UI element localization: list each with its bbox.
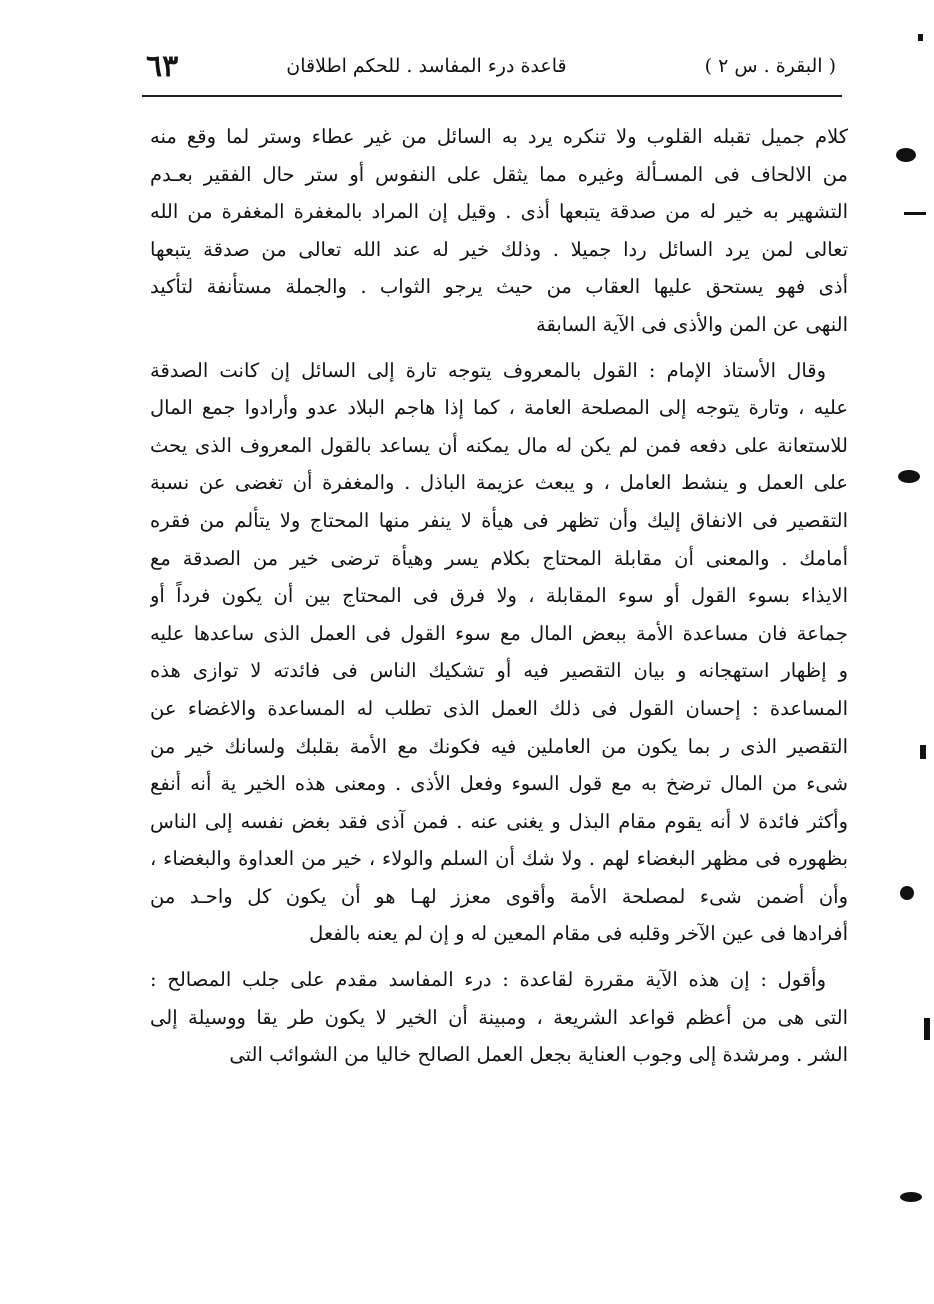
paragraph-2 — [150, 352, 848, 954]
scan-speck — [904, 212, 926, 215]
paragraph-3 — [150, 961, 848, 1074]
scan-speck — [896, 148, 916, 162]
scan-speck — [900, 886, 914, 900]
text-line: على العمل و ينشط العامل ، و يبعث عزيمة الباذل . والمغفرة أن تغضى عن نسبة — [150, 471, 848, 495]
text-line: تعالى لمن يرد السائل ردا جميلا . وذلك خير له عند الله تعالى من صدقة يتبعها — [150, 237, 848, 261]
text-line: التشهير به خير له من صدقة يتبعها أذى . وقيل إن المراد بالمغفرة المغفرة من الله — [150, 200, 848, 224]
text-line: شىء من المال ترضخ به مع قول السوء وفعل الأذى . ومعنى هذه الخير ية أنه أنفع — [150, 772, 848, 796]
page-number: ٦٣ — [146, 48, 179, 84]
body-text — [150, 118, 848, 1074]
text-line: وأقول : إن هذه الآية مقررة لقاعدة : درء المفاسد مقدم على جلب المصالح : — [150, 968, 826, 992]
text-line: التقصير الذى ر بما يكون من العاملين فيه فكونك مع الأمة بقلبك ولسانك خير من — [150, 734, 848, 758]
running-header — [146, 40, 836, 92]
scan-speck — [900, 1192, 922, 1202]
text-line: التى هى من أعظم قواعد الشريعة ، ومبينة أن الخير لا يكون طر يقا ووسيلة إلى — [150, 1005, 848, 1029]
text-line: وقال الأستاذ الإمام : القول بالمعروف يتوجه تارة إلى السائل إن كانت الصدقة — [150, 358, 826, 382]
text-line: أفرادها فى عين الآخر وقلبه فى مقام المعين له و إن لم يعنه بالفعل — [309, 922, 848, 946]
text-line: جماعة فان مساعدة الأمة ببعض المال مع سوء القول فى العمل الذى ساعدها عليه — [150, 621, 848, 645]
scan-speck — [898, 470, 920, 483]
paragraph-1 — [150, 118, 848, 344]
text-line: وأكثر فائدة لا أنه يقوم مقام البذل و يغنى عنه . فمن آذى فقد بغض نفسه إلى الناس — [150, 809, 848, 833]
text-line: أذى فهو يستحق عليها العقاب من حيث يرجو الثواب . والجملة مستأنفة لتأكيد — [150, 275, 848, 299]
text-line: أمامك . والمعنى أن مقابلة المحتاج بكلام يسر وهيأة ترضى خير من الصدقة مع — [150, 546, 848, 570]
text-line: الايذاء بسوء القول أو سوء المقابلة ، ولا فرق فى المحتاج بين أن يكون فرداً أو — [150, 584, 848, 608]
surah-reference: ( البقرة . س ٢ ) — [704, 55, 836, 77]
running-title: قاعدة درء المفاسد . للحكم اطلاقان — [286, 55, 567, 77]
scan-speck — [920, 745, 926, 759]
text-line: الشر . ومرشدة إلى وجوب العناية بجعل العمل الصالح خاليا من الشوائب التى — [229, 1043, 848, 1067]
text-line: من الالحاف فى المسـألة وغيره مما يثقل على النفوس أو ستر حال الفقير بعـدم — [150, 162, 848, 186]
text-line: المساعدة : إحسان القول فى ذلك العمل الذى تطلب له المساعدة والاغضاء عن — [150, 696, 848, 720]
text-line: بظهوره فى مظهر البغضاء لهم . ولا شك أن السلم والولاء ، خير من العداوة والبغضاء ، — [150, 847, 848, 871]
header-rule — [142, 95, 842, 97]
text-line: للاستعانة على دفعه فمن لم يكن له مال يمكنه أن يساعد بالقول المعروف الذى يحث — [150, 433, 848, 457]
text-line: وأن أضمن شىء لمصلحة الأمة وأقوى معزز لهـا هو أن يكون كل واحـد من — [150, 884, 848, 908]
text-line: كلام جميل تقبله القلوب ولا تنكره يرد به السائل من غير عطاء وستر لما وقع منه — [150, 125, 848, 148]
text-line: و إظهار استهجانه و بيان التقصير فيه أو تشكيك الناس فى فائدته لا توازى هذه — [150, 659, 848, 683]
scan-speck — [918, 34, 923, 41]
scan-speck — [924, 1018, 930, 1040]
text-line: عليه ، وتارة يتوجه إلى المصلحة العامة ، كما إذا هاجم البلاد عدو وأرادوا جمع المال — [150, 396, 848, 420]
text-line: النهى عن المن والأذى فى الآية السابقة — [536, 312, 848, 336]
text-line: التقصير فى الانفاق إليك وأن تظهر فى هيأة لا ينفر منها المحتاج ولا يتألم من فقره — [150, 508, 848, 532]
